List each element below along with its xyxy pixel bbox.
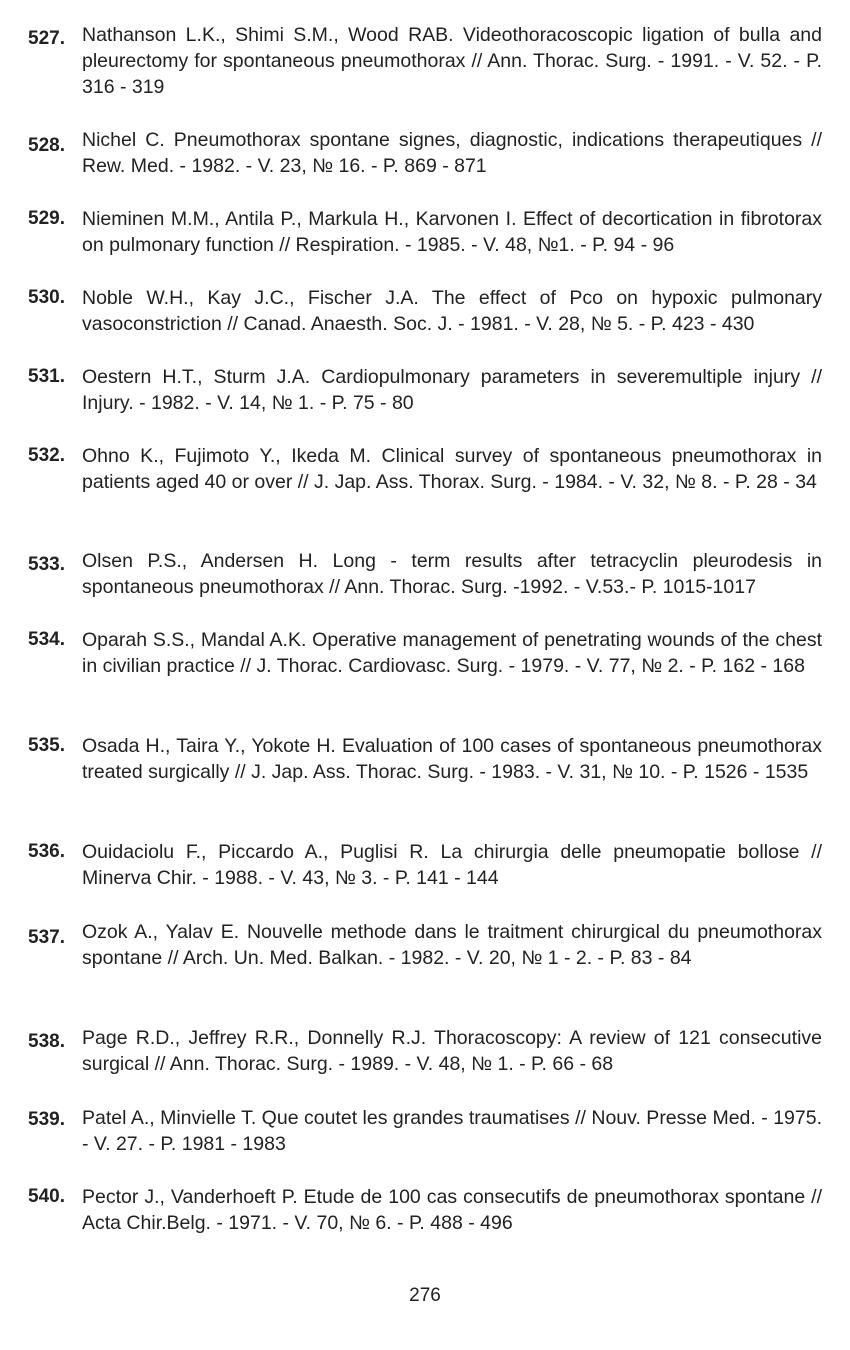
reference-number: 535.: [28, 735, 65, 756]
reference-text: Pector J., Vanderhoeft P. Etude de 100 cas consecutifs de pneumothorax spontane // Acta Chir.Belg. - 1971. - V. 70, № 6. - P. 488 - 496: [82, 1186, 822, 1234]
reference-text: Nathanson L.K., Shimi S.M., Wood RAB. Videothoracoscopic ligation of bulla and pleurectomy for spontaneous pneumothorax // Ann. Thorac. Surg. - 1991. - V. 52. - P. 316 - 319: [82, 24, 822, 98]
reference-text: Osada H., Taira Y., Yokote H. Evaluation of 100 cases of spontaneous pneumothorax treated surgically // J. Jap. Ass. Thorac. Surg. - 1983. - V. 31, № 10. - P. 1526 - 1535: [82, 735, 822, 783]
reference-text: Page R.D., Jeffrey R.R., Donnelly R.J. Thoracoscopy: A review of 121 consecutive surgical // Ann. Thorac. Surg. - 1989. - V. 48, № 1. - P. 66 - 68: [82, 1027, 822, 1075]
reference-text: Oparah S.S., Mandal A.K. Operative management of penetrating wounds of the chest in civilian practice // J. Thorac. Cardiovasc. Surg. - 1979. - V. 77, № 2. - P. 162 - 168: [82, 629, 822, 677]
reference-text: Patel A., Minvielle T. Que coutet les grandes traumatises // Nouv. Presse Med. - 1975. - V. 27. - P. 1981 - 1983: [82, 1107, 822, 1155]
reference-text: Ouidaciolu F., Piccardo A., Puglisi R. La chirurgia delle pneumopatie bollose // Minerva Chir. - 1988. - V. 43, № 3. - P. 141 - 144: [82, 841, 822, 889]
reference-number: 531.: [28, 366, 65, 387]
reference-number: 534.: [28, 629, 65, 650]
reference-number: 530.: [28, 287, 65, 308]
reference-text: Ozok A., Yalav E. Nouvelle methode dans le traitment chirurgical du pneumothorax spontane // Arch. Un. Med. Balkan. - 1982. - V. 20, № 1 - 2. - P. 83 - 84: [82, 921, 822, 969]
reference-text: Ohno K., Fujimoto Y., Ikeda M. Clinical survey of spontaneous pneumothorax in patients aged 40 or over // J. Jap. Ass. Thorax. Surg. - 1984. - V. 32, № 8. - P. 28 - 34: [82, 445, 822, 493]
reference-text: Olsen P.S., Andersen H. Long - term results after tetracyclin pleurodesis in spontaneous pneumothorax // Ann. Thorac. Surg. -1992. - V.53.- P. 1015-1017: [82, 550, 822, 598]
reference-number: 529.: [28, 208, 65, 229]
reference-number: 532.: [28, 445, 65, 466]
reference-number: 536.: [28, 841, 65, 862]
reference-number: 537.: [28, 927, 65, 948]
reference-number: 538.: [28, 1031, 65, 1052]
page-number: 276: [409, 1285, 441, 1306]
reference-text: Noble W.H., Kay J.C., Fischer J.A. The effect of Pco on hypoxic pulmonary vasoconstriction // Canad. Anaesth. Soc. J. - 1981. - V. 28, № 5. - P. 423 - 430: [82, 287, 822, 335]
reference-number: 540.: [28, 1186, 65, 1207]
reference-number: 527.: [28, 28, 65, 49]
reference-number: 533.: [28, 554, 65, 575]
reference-number: 539.: [28, 1109, 65, 1130]
reference-text: Nieminen M.M., Antila P., Markula H., Karvonen I. Effect of decortication in fibrotorax on pulmonary function // Respiration. - 1985. - V. 48, №1. - P. 94 - 96: [82, 208, 822, 256]
reference-text: Nichel C. Pneumothorax spontane signes, diagnostic, indications therapeutiques // Rew. Med. - 1982. - V. 23, № 16. - P. 869 - 871: [82, 129, 822, 177]
reference-text: Oestern H.T., Sturm J.A. Cardiopulmonary parameters in severemultiple injury // Injury. - 1982. - V. 14, № 1. - P. 75 - 80: [82, 366, 822, 414]
reference-number: 528.: [28, 135, 65, 156]
